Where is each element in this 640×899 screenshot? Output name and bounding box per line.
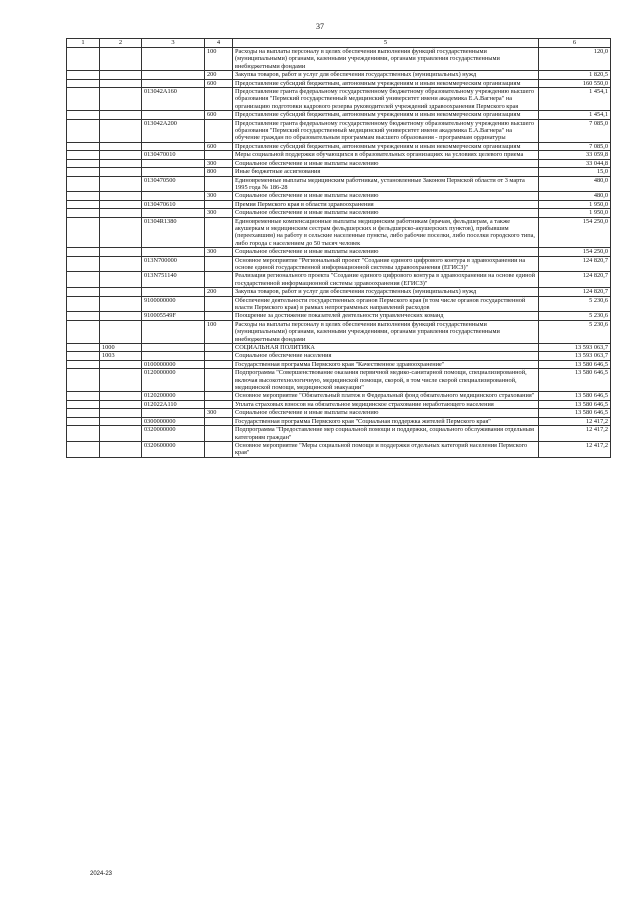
cell-col1: [67, 360, 100, 368]
cell-description: Закупка товаров, работ и услуг для обеспечения государственных (муниципальных) нужд: [233, 288, 539, 296]
cell-section: [100, 176, 142, 192]
cell-col1: [67, 344, 100, 352]
cell-amount: 7 085,0: [539, 119, 611, 142]
cell-description: Социальное обеспечение населения: [233, 352, 539, 360]
table-row: [67, 369, 611, 392]
cell-amount: 124 820,7: [539, 288, 611, 296]
table-row: [67, 71, 611, 79]
cell-description: Предоставление гранта федеральному государственному бюджетному образовательному учреждению высшего образования "Пермский государственный медицинский университет имени академика Е.А.Вагнера" на обучение граждан по образовательным программам высшего образования - программам ординатуры: [233, 119, 539, 142]
cell-section: [100, 369, 142, 392]
table-row: [67, 209, 611, 217]
cell-expense-type: [205, 392, 233, 400]
cell-target-article: 0320600000: [142, 441, 205, 457]
cell-col1: [67, 159, 100, 167]
cell-target-article: [142, 71, 205, 79]
budget-table: [66, 38, 611, 458]
cell-section: [100, 200, 142, 208]
cell-expense-type: [205, 352, 233, 360]
cell-amount: 1 454,1: [539, 111, 611, 119]
cell-expense-type: 300: [205, 409, 233, 417]
table-row: [67, 176, 611, 192]
cell-expense-type: [205, 426, 233, 442]
cell-description: Расходы на выплаты персоналу в целях обеспечения выполнения функций государственными (муниципальными) органами, казенными учреждениями, органами управления государственными внебюджетными фондами: [233, 48, 539, 71]
table-row: [67, 400, 611, 408]
cell-expense-type: 600: [205, 79, 233, 87]
table-row: [67, 79, 611, 87]
cell-target-article: [142, 168, 205, 176]
table-row: [67, 360, 611, 368]
table-row: [67, 217, 611, 248]
cell-amount: 120,0: [539, 48, 611, 71]
column-header: 6: [539, 39, 611, 48]
cell-col1: [67, 417, 100, 425]
cell-amount: 13 580 646,5: [539, 369, 611, 392]
cell-col1: [67, 400, 100, 408]
cell-section: [100, 119, 142, 142]
cell-amount: 480,0: [539, 176, 611, 192]
cell-target-article: 0100000000: [142, 360, 205, 368]
cell-section: [100, 142, 142, 150]
cell-amount: 124 820,7: [539, 256, 611, 272]
cell-col1: [67, 248, 100, 256]
cell-col1: [67, 272, 100, 288]
cell-col1: [67, 209, 100, 217]
cell-amount: 13 580 646,5: [539, 400, 611, 408]
cell-section: [100, 441, 142, 457]
cell-amount: 1 820,5: [539, 71, 611, 79]
cell-section: [100, 256, 142, 272]
cell-col1: [67, 111, 100, 119]
cell-amount: 33 044,8: [539, 159, 611, 167]
cell-section: [100, 168, 142, 176]
cell-target-article: 0130470500: [142, 176, 205, 192]
cell-section: [100, 320, 142, 343]
cell-description: Реализация регионального проекта "Создание единого цифрового контура в здравоохранении на основе единой государственной информационной системы здравоохранения (ЕГИСЗ)": [233, 272, 539, 288]
cell-section: [100, 360, 142, 368]
cell-target-article: 0320000000: [142, 426, 205, 442]
cell-col1: [67, 409, 100, 417]
cell-target-article: [142, 192, 205, 200]
cell-target-article: 0300000000: [142, 417, 205, 425]
cell-expense-type: 600: [205, 142, 233, 150]
cell-amount: 160 550,0: [539, 79, 611, 87]
cell-amount: 5 230,6: [539, 320, 611, 343]
table-row: [67, 409, 611, 417]
cell-target-article: [142, 352, 205, 360]
cell-expense-type: [205, 400, 233, 408]
cell-description: Основное мероприятие "Меры социальной помощи и поддержки отдельных категорий населения Пермского края": [233, 441, 539, 457]
cell-col1: [67, 320, 100, 343]
cell-description: Иные бюджетные ассигнования: [233, 168, 539, 176]
cell-amount: 5 230,6: [539, 296, 611, 312]
cell-amount: 480,0: [539, 192, 611, 200]
cell-target-article: 0120000000: [142, 369, 205, 392]
cell-col1: [67, 168, 100, 176]
cell-amount: 12 417,2: [539, 441, 611, 457]
cell-target-article: [142, 159, 205, 167]
cell-target-article: 013N700000: [142, 256, 205, 272]
cell-expense-type: 300: [205, 192, 233, 200]
cell-section: [100, 426, 142, 442]
cell-col1: [67, 426, 100, 442]
cell-description: Подпрограмма "Совершенствование оказания первичной медико-санитарной помощи, специализированной, включая высокотехнологичную, медицинской помощи, скорой, в том числе скорой специализированной, медицинской помощи, медицинской эвакуации": [233, 369, 539, 392]
cell-target-article: 01304R1380: [142, 217, 205, 248]
page-number: 37: [316, 22, 324, 31]
table-row: [67, 441, 611, 457]
cell-expense-type: [205, 151, 233, 159]
cell-target-article: [142, 142, 205, 150]
cell-description: Закупка товаров, работ и услуг для обеспечения государственных (муниципальных) нужд: [233, 71, 539, 79]
cell-expense-type: [205, 312, 233, 320]
cell-description: Социальное обеспечение и иные выплаты населению: [233, 409, 539, 417]
cell-amount: 12 417,2: [539, 417, 611, 425]
table-row: [67, 192, 611, 200]
cell-col1: [67, 192, 100, 200]
cell-description: Предоставление субсидий бюджетным, автономным учреждениям и иным некоммерческим организациям: [233, 79, 539, 87]
cell-description: Основное мероприятие "Региональный проект "Создание единого цифрового контура в здравоохранении на основе единой государственной информационной системы здравоохранения (ЕГИСЗ)": [233, 256, 539, 272]
cell-target-article: [142, 320, 205, 343]
table-row: [67, 352, 611, 360]
table-row: [67, 312, 611, 320]
cell-target-article: 9100000000: [142, 296, 205, 312]
cell-section: [100, 417, 142, 425]
cell-section: [100, 400, 142, 408]
cell-expense-type: 200: [205, 288, 233, 296]
cell-col1: [67, 312, 100, 320]
table-row: [67, 417, 611, 425]
cell-section: [100, 192, 142, 200]
cell-target-article: [142, 209, 205, 217]
table-row: [67, 288, 611, 296]
cell-col1: [67, 48, 100, 71]
cell-amount: 13 580 646,5: [539, 392, 611, 400]
cell-target-article: 910005549F: [142, 312, 205, 320]
cell-target-article: [142, 409, 205, 417]
cell-target-article: 013042А200: [142, 119, 205, 142]
cell-amount: 154 250,0: [539, 248, 611, 256]
cell-description: Предоставление гранта федеральному государственному бюджетному образовательному учреждению высшего образования "Пермский государственный медицинский университет имени академика Е.А.Вагнера" на организацию подготовки кадрового резерва руководителей учреждений здравоохранения Пермского края: [233, 88, 539, 111]
cell-description: Обеспечение деятельности государственных органов Пермского края (в том числе органов государственной власти Пермского края) в рамках непрограммных направлений расходов: [233, 296, 539, 312]
cell-amount: 12 417,2: [539, 426, 611, 442]
cell-col1: [67, 288, 100, 296]
table-row: [67, 168, 611, 176]
cell-col1: [67, 200, 100, 208]
cell-expense-type: [205, 200, 233, 208]
cell-amount: 154 250,0: [539, 217, 611, 248]
cell-section: [100, 272, 142, 288]
cell-section: 1003: [100, 352, 142, 360]
cell-col1: [67, 256, 100, 272]
cell-expense-type: [205, 360, 233, 368]
cell-amount: 1 950,0: [539, 200, 611, 208]
cell-target-article: [142, 48, 205, 71]
cell-amount: 1 454,1: [539, 88, 611, 111]
cell-description: Предоставление субсидий бюджетным, автономным учреждениям и иным некоммерческим организациям: [233, 111, 539, 119]
table-row: [67, 119, 611, 142]
cell-amount: 13 593 063,7: [539, 344, 611, 352]
cell-section: 1000: [100, 344, 142, 352]
table-body: [67, 48, 611, 458]
table-row: [67, 296, 611, 312]
cell-section: [100, 392, 142, 400]
cell-section: [100, 88, 142, 111]
table-header: [67, 39, 611, 48]
cell-description: Государственная программа Пермского края "Качественное здравоохранение": [233, 360, 539, 368]
cell-expense-type: [205, 256, 233, 272]
table-row: [67, 151, 611, 159]
table-row: [67, 159, 611, 167]
cell-description: Поощрение за достижение показателей деятельности управленческих команд: [233, 312, 539, 320]
cell-target-article: 0130470010: [142, 151, 205, 159]
cell-section: [100, 151, 142, 159]
cell-description: Премия Пермского края в области здравоохранения: [233, 200, 539, 208]
cell-target-article: [142, 111, 205, 119]
cell-expense-type: 300: [205, 159, 233, 167]
cell-amount: 13 580 646,5: [539, 360, 611, 368]
cell-description: Меры социальной поддержки обучающихся в образовательных организациях на условиях целевого приема: [233, 151, 539, 159]
cell-amount: 7 085,0: [539, 142, 611, 150]
cell-description: Государственная программа Пермского края "Социальная поддержка жителей Пермского края": [233, 417, 539, 425]
cell-amount: 13 593 063,7: [539, 352, 611, 360]
cell-description: Социальное обеспечение и иные выплаты населению: [233, 159, 539, 167]
table-row: [67, 320, 611, 343]
cell-amount: 124 820,7: [539, 272, 611, 288]
cell-expense-type: 300: [205, 248, 233, 256]
cell-col1: [67, 79, 100, 87]
cell-col1: [67, 369, 100, 392]
cell-col1: [67, 441, 100, 457]
cell-target-article: [142, 248, 205, 256]
cell-section: [100, 248, 142, 256]
cell-expense-type: [205, 344, 233, 352]
cell-section: [100, 209, 142, 217]
cell-col1: [67, 296, 100, 312]
cell-expense-type: [205, 119, 233, 142]
cell-section: [100, 409, 142, 417]
cell-description: Подпрограмма "Предоставление мер социальной помощи и поддержки, социального обслуживания отдельным категориям граждан": [233, 426, 539, 442]
cell-col1: [67, 352, 100, 360]
header-row: [67, 39, 611, 48]
cell-section: [100, 296, 142, 312]
cell-col1: [67, 176, 100, 192]
table-row: [67, 256, 611, 272]
column-header: 1: [67, 39, 100, 48]
table-row: [67, 142, 611, 150]
cell-description: Основное мероприятие "Обязательный платеж в Федеральный фонд обязательного медицинского страхования": [233, 392, 539, 400]
cell-section: [100, 288, 142, 296]
cell-amount: 15,0: [539, 168, 611, 176]
column-header: 5: [233, 39, 539, 48]
cell-expense-type: 100: [205, 48, 233, 71]
column-header: 4: [205, 39, 233, 48]
cell-col1: [67, 71, 100, 79]
cell-description: Социальное обеспечение и иные выплаты населению: [233, 209, 539, 217]
cell-expense-type: [205, 176, 233, 192]
footer-mark: 2024-23: [90, 871, 113, 877]
cell-target-article: 0130470610: [142, 200, 205, 208]
cell-expense-type: 100: [205, 320, 233, 343]
cell-section: [100, 71, 142, 79]
cell-description: Расходы на выплаты персоналу в целях обеспечения выполнения функций государственными (муниципальными) органами, казенными учреждениями, органами управления государственными внебюджетными фондами: [233, 320, 539, 343]
cell-amount: 33 059,8: [539, 151, 611, 159]
cell-expense-type: [205, 369, 233, 392]
cell-section: [100, 312, 142, 320]
cell-expense-type: 200: [205, 71, 233, 79]
table-row: [67, 111, 611, 119]
cell-col1: [67, 142, 100, 150]
cell-target-article: 0120200000: [142, 392, 205, 400]
cell-expense-type: [205, 272, 233, 288]
cell-col1: [67, 88, 100, 111]
cell-description: Уплата страховых взносов на обязательное медицинское страхование неработающего населения: [233, 400, 539, 408]
cell-section: [100, 79, 142, 87]
cell-target-article: 013042А160: [142, 88, 205, 111]
table-row: [67, 88, 611, 111]
cell-section: [100, 217, 142, 248]
table-row: [67, 200, 611, 208]
cell-section: [100, 111, 142, 119]
cell-expense-type: [205, 88, 233, 111]
cell-amount: 1 950,0: [539, 209, 611, 217]
table-row: [67, 48, 611, 71]
cell-section: [100, 159, 142, 167]
cell-description: Социальное обеспечение и иные выплаты населению: [233, 192, 539, 200]
cell-expense-type: 600: [205, 111, 233, 119]
cell-section: [100, 48, 142, 71]
cell-amount: 13 580 646,5: [539, 409, 611, 417]
column-header: 2: [100, 39, 142, 48]
cell-target-article: [142, 344, 205, 352]
table-row: [67, 344, 611, 352]
cell-expense-type: [205, 296, 233, 312]
cell-expense-type: [205, 217, 233, 248]
cell-description: СОЦИАЛЬНАЯ ПОЛИТИКА: [233, 344, 539, 352]
cell-description: Предоставление субсидий бюджетным, автономным учреждениям и иным некоммерческим организациям: [233, 142, 539, 150]
cell-target-article: 012022А110: [142, 400, 205, 408]
column-header: 3: [142, 39, 205, 48]
cell-expense-type: [205, 441, 233, 457]
table-row: [67, 392, 611, 400]
cell-description: Социальное обеспечение и иные выплаты населению: [233, 248, 539, 256]
cell-col1: [67, 151, 100, 159]
cell-expense-type: [205, 417, 233, 425]
cell-col1: [67, 217, 100, 248]
cell-description: Единовременные выплаты медицинским работникам, установленные Законом Пермской области от 3 марта 1995 года № 186-28: [233, 176, 539, 192]
cell-expense-type: 800: [205, 168, 233, 176]
table-row: [67, 272, 611, 288]
cell-col1: [67, 392, 100, 400]
cell-target-article: [142, 79, 205, 87]
cell-description: Единовременные компенсационные выплаты медицинским работникам (врачам, фельдшерам, а также акушеркам и медицинским сестрам фельдшерских и фельдшерско-акушерских пунктов), прибывшим (переехавшим) на работу в сельские населенные пункты, либо рабочие поселки, либо поселки городского типа, либо города с населением до 50 тысяч человек: [233, 217, 539, 248]
cell-expense-type: 300: [205, 209, 233, 217]
table-row: [67, 426, 611, 442]
cell-target-article: 013N751140: [142, 272, 205, 288]
cell-amount: 5 230,6: [539, 312, 611, 320]
cell-col1: [67, 119, 100, 142]
table-row: [67, 248, 611, 256]
cell-target-article: [142, 288, 205, 296]
